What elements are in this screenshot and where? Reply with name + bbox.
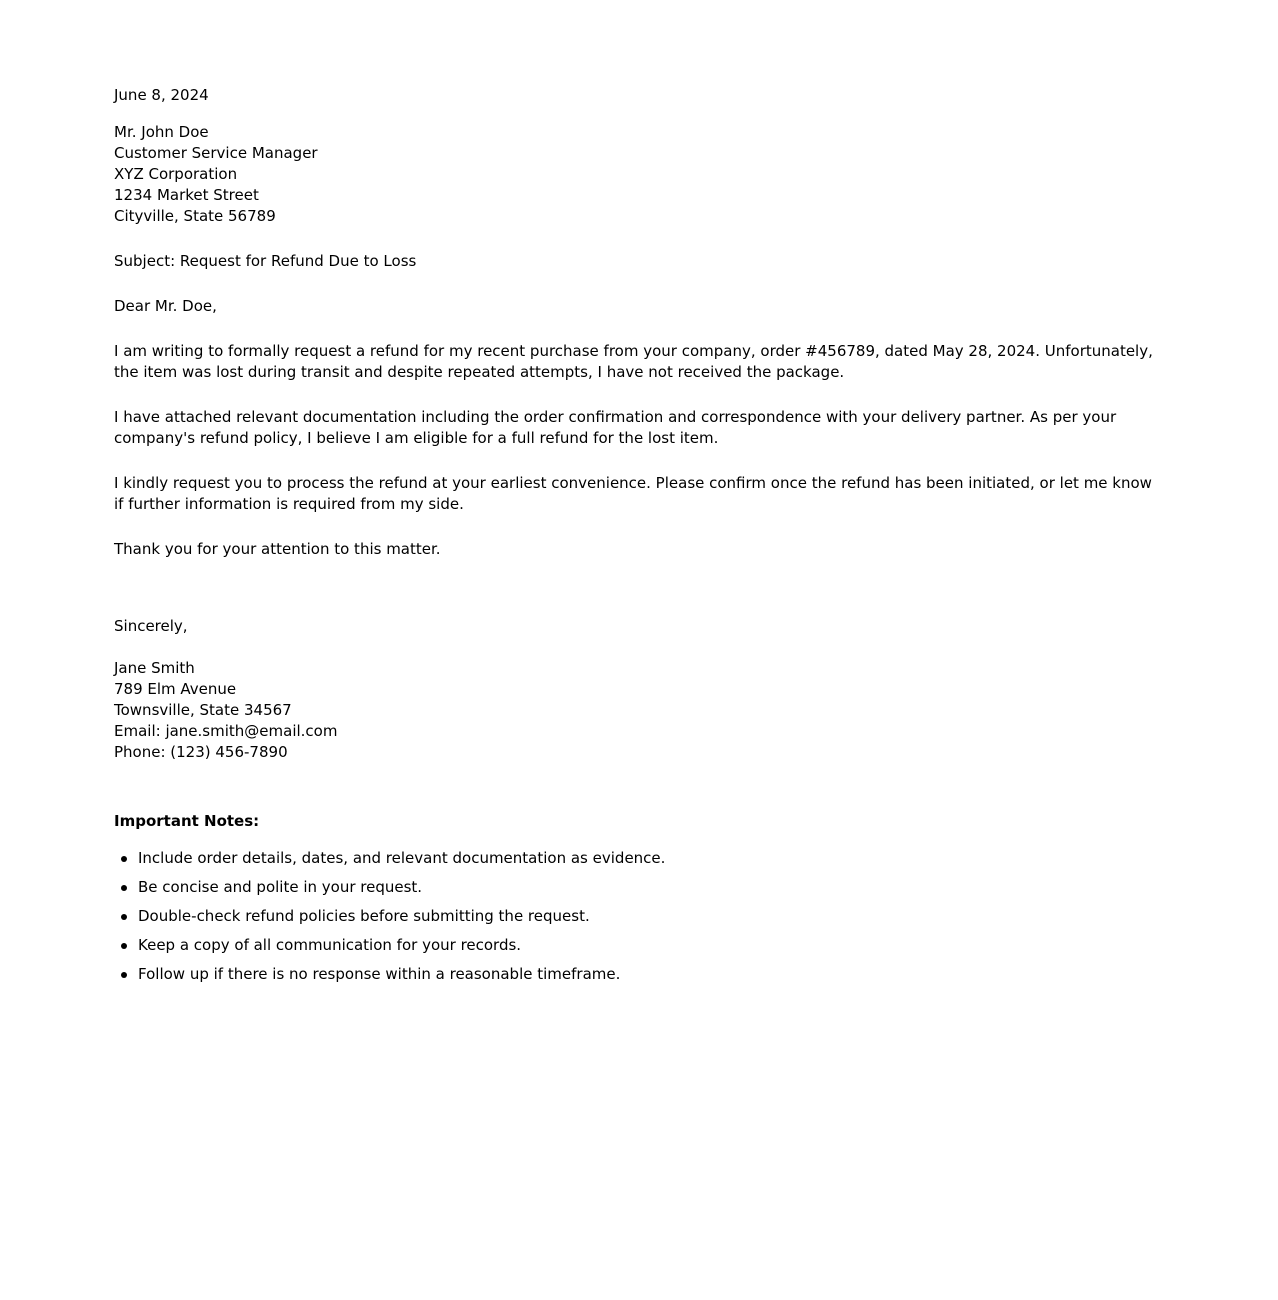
body-paragraph-2: I have attached relevant documentation including the order confirmation and correspondence with your delivery partner. As per your company's refund policy, I believe I am eligible for a full refund for the lost item. (114, 408, 1117, 447)
list-item-text: Include order details, dates, and relevant documentation as evidence. (138, 849, 666, 867)
list-item-text: Keep a copy of all communication for your records. (138, 936, 522, 954)
sender-street: 789 Elm Avenue (114, 680, 237, 698)
bullet-icon (121, 972, 127, 978)
list-item-text: Be concise and polite in your request. (138, 878, 423, 896)
sender-email: Email: jane.smith@email.com (114, 722, 338, 740)
bullet-icon (121, 885, 127, 891)
letter-date: June 8, 2024 (114, 86, 209, 104)
thank-you-line: Thank you for your attention to this matter. (114, 540, 441, 558)
letter-closing: Sincerely, (114, 617, 188, 635)
list-item (138, 848, 1154, 869)
letter-salutation: Dear Mr. Doe, (114, 297, 217, 315)
sender-name: Jane Smith (114, 659, 195, 677)
bullet-icon (121, 856, 127, 862)
recipient-street: 1234 Market Street (114, 186, 259, 204)
recipient-name: Mr. John Doe (114, 123, 209, 141)
letter (114, 85, 1154, 993)
letter-subject: Subject: Request for Refund Due to Loss (114, 252, 417, 270)
list-item-text: Follow up if there is no response within a reasonable timeframe. (138, 965, 621, 983)
recipient-address (114, 122, 1154, 227)
recipient-city: Cityville, State 56789 (114, 207, 276, 225)
body-paragraph-3: I kindly request you to process the refund at your earliest convenience. Please confirm once the refund has been initiated, or let me know if further information is required from my side. (114, 474, 1152, 513)
notes-list (114, 848, 1154, 985)
list-item-text: Double-check refund policies before submitting the request. (138, 907, 590, 925)
bullet-icon (121, 943, 127, 949)
bullet-icon (121, 914, 127, 920)
notes-heading: Important Notes: (114, 812, 260, 830)
sender-phone: Phone: (123) 456-7890 (114, 743, 288, 761)
list-item (138, 877, 1154, 898)
recipient-title: Customer Service Manager (114, 144, 318, 162)
recipient-company: XYZ Corporation (114, 165, 238, 183)
list-item (138, 906, 1154, 927)
list-item (138, 935, 1154, 956)
sender-city: Townsville, State 34567 (114, 701, 292, 719)
sender-signature-block (114, 658, 1154, 763)
body-paragraph-1: I am writing to formally request a refund for my recent purchase from your company, order #456789, dated May 28, 2024. Unfortunately, the item was lost during transit and despite repeated attempts, I have not received the package. (114, 342, 1153, 381)
list-item (138, 964, 1154, 985)
